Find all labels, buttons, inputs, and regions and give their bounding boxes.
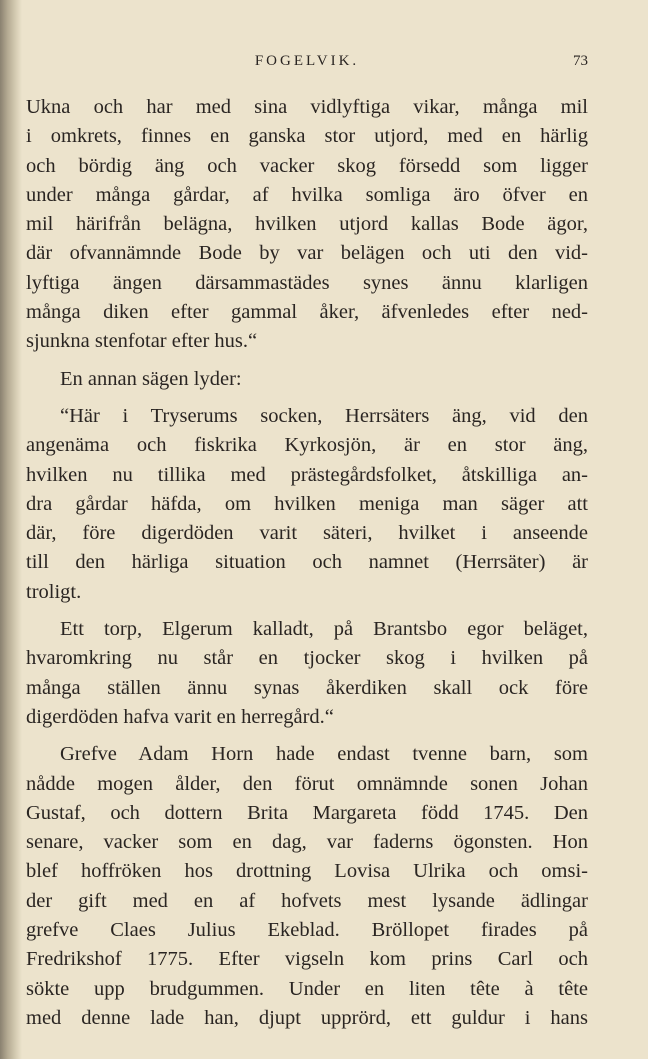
- body-text: [26, 93, 588, 1033]
- text-line: dra gårdar häfda, om hvilken meniga man säger att: [26, 492, 588, 515]
- text-line: sökte upp brudgummen. Under en liten tête à tête: [26, 977, 588, 1000]
- text-line: En annan sägen lyder:: [60, 367, 242, 390]
- text-line: mil härifrån belägna, hvilken utjord kallas Bode ägor,: [26, 213, 588, 236]
- running-head: [26, 50, 588, 80]
- text-line: där ofvannämnde Bode by var belägen och uti den vid-: [26, 242, 588, 265]
- text-line: grefve Claes Julius Ekeblad. Bröllopet firades på: [26, 919, 588, 942]
- text-line: troligt.: [26, 580, 82, 603]
- paragraph: [26, 615, 588, 732]
- text-line: “Här i Tryserums socken, Herrsäters äng, vid den: [60, 404, 588, 427]
- text-line: till den härliga situation och namnet (Herrsäter) är: [26, 551, 588, 574]
- book-spine-shadow: [0, 0, 22, 1059]
- text-line: i omkrets, finnes en ganska stor utjord, med en härlig: [26, 125, 588, 148]
- paragraph-gap: [26, 607, 588, 615]
- text-line: Fredrikshof 1775. Efter vigseln kom prins Carl och: [26, 948, 588, 971]
- text-line: lyftiga ängen därsammastädes synes ännu klarligen: [26, 271, 588, 294]
- text-line: nådde mogen ålder, den förut omnämnde sonen Johan: [26, 772, 588, 795]
- text-line: många diken efter gammal åker, äfvenledes efter ned-: [26, 301, 588, 324]
- text-line: och bördig äng och vacker skog försedd som ligger: [26, 154, 588, 177]
- paragraph-gap: [26, 732, 588, 740]
- paragraph: [26, 402, 588, 607]
- text-line: digerdöden hafva varit en herregård.“: [26, 705, 334, 728]
- text-line: angenäma och fiskrika Kyrkosjön, är en stor äng,: [26, 434, 588, 457]
- text-line: senare, vacker som en dag, var faderns ögonsten. Hon: [26, 831, 588, 854]
- paragraph-gap: [26, 357, 588, 365]
- paragraph: [26, 740, 588, 1033]
- text-line: under många gårdar, af hvilka somliga äro öfver en: [26, 183, 588, 206]
- text-line: der gift med en af hofvets mest lysande ädlingar: [26, 889, 588, 912]
- paragraph: [26, 365, 588, 394]
- text-line: med denne lade han, djupt upprörd, ett guldur i hans: [26, 1006, 588, 1029]
- page-number: 73: [573, 53, 588, 69]
- text-line: många ställen ännu synas åkerdiken skall ock före: [26, 676, 588, 699]
- running-head-title: FOGELVIK.: [254, 53, 360, 69]
- text-line: blef hoffröken hos drottning Lovisa Ulrika och omsi-: [26, 860, 588, 883]
- text-line: hvilken nu tillika med prästegårdsfolket, åtskilliga an-: [26, 463, 588, 486]
- book-page: [26, 50, 588, 1033]
- text-line: Ukna och har med sina vidlyftiga vikar, många mil: [26, 96, 588, 118]
- text-line: sjunkna stenfotar efter hus.“: [26, 330, 258, 353]
- text-line: Grefve Adam Horn hade endast tvenne barn, som: [60, 743, 588, 766]
- text-line: hvaromkring nu står en tjocker skog i hvilken på: [26, 647, 588, 670]
- paragraph-gap: [26, 394, 588, 402]
- text-line: där, före digerdöden varit säteri, hvilket i anseende: [26, 522, 588, 545]
- text-line: Gustaf, och dottern Brita Margareta född 1745. Den: [26, 801, 588, 824]
- paragraph: [26, 93, 588, 357]
- text-line: Ett torp, Elgerum kalladt, på Brantsbo egor beläget,: [60, 618, 588, 641]
